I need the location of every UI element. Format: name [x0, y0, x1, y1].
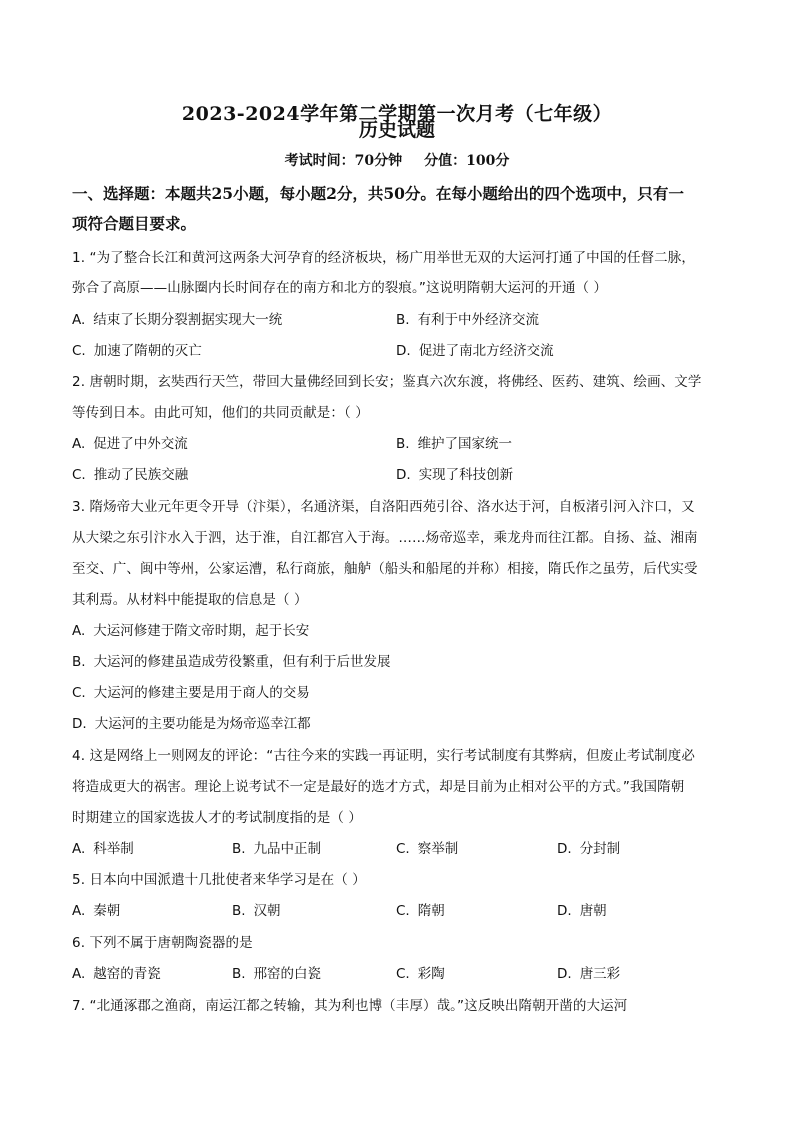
- option-text: 大运河的主要功能是为炀帝巡幸江都: [94, 716, 311, 732]
- option-key: A.: [72, 903, 86, 919]
- question-1-option-d: [396, 339, 554, 359]
- option-text: 察举制: [417, 841, 459, 857]
- option-key: D.: [557, 903, 572, 919]
- option-key: D.: [72, 716, 87, 732]
- question-3-line-2: 从大梁之东引汴水入于泗，达于淮，自江都宫入于海。……炀帝巡幸，乘龙舟而往江都。自扬、益、湘南: [72, 530, 698, 546]
- question-5-option-b: [232, 899, 281, 919]
- question-3-line-3: 至交、广、闽中等州，公家运漕，私行商旅，舳舻（船头和船尾的并称）相接，隋氏作之虽劳，后代实受: [72, 561, 698, 577]
- option-text: 促进了中外交流: [93, 436, 188, 452]
- question-2-line-1: 2. 唐朝时期，玄奘西行天竺，带回大量佛经回到长安；鉴真六次东渡，将佛经、医药、建筑、绘画、文学: [72, 374, 702, 390]
- option-text: 促进了南北方经济交流: [418, 343, 554, 359]
- question-3-option-c: [72, 681, 310, 701]
- option-key: B.: [396, 312, 410, 328]
- question-3-line-1: 3. 隋炀帝大业元年更令开导（汴渠），名通济渠，自洛阳西苑引谷、洛水达于河，自板渚引河入汴口，又: [72, 499, 695, 515]
- option-text: 大运河的修建主要是用于商人的交易: [93, 685, 310, 701]
- option-text: 越窑的青瓷: [93, 966, 161, 982]
- question-5-option-a: [72, 899, 120, 919]
- option-text: 唐朝: [579, 903, 607, 919]
- option-key: C.: [396, 903, 410, 919]
- question-4-line-2: 将造成更大的祸害。理论上说考试不一定是最好的选才方式，却是目前为止相对公平的方式。”我国隋朝: [72, 779, 685, 795]
- question-4-option-c: [396, 837, 458, 857]
- option-key: B.: [232, 841, 246, 857]
- option-key: B.: [232, 903, 246, 919]
- option-key: C.: [396, 841, 410, 857]
- question-4-line-3: 时期建立的国家选拔人才的考试制度指的是（ ）: [72, 810, 362, 826]
- option-text: 大运河修建于隋文帝时期，起于长安: [93, 623, 310, 639]
- question-4-line-1: 4. 这是网络上一则网友的评论：“古往今来的实践一再证明，实行考试制度有其弊病，但废止考试制度必: [72, 748, 695, 764]
- subject-title: 历史试题: [358, 119, 435, 141]
- question-7-line-1: 7. “北通涿郡之渔商，南运江都之转输，其为利也博（丰厚）哉。”这反映出隋朝开凿的大运河: [72, 998, 628, 1014]
- option-text: 分封制: [579, 841, 621, 857]
- option-key: D.: [557, 841, 572, 857]
- option-text: 实现了科技创新: [418, 467, 514, 483]
- option-text: 秦朝: [93, 903, 121, 919]
- question-2-line-2: 等传到日本。由此可知，他们的共同贡献是：（ ）: [72, 405, 369, 421]
- question-1-option-b: [396, 308, 539, 328]
- option-key: C.: [396, 966, 410, 982]
- question-1-option-c: [72, 339, 202, 359]
- question-3-option-a: [72, 619, 309, 639]
- question-2-option-c: [72, 463, 188, 483]
- question-1-line-2: 弥合了高原——山脉圈内长时间存在的南方和北方的裂痕。”这说明隋朝大运河的开通（ ）: [72, 280, 608, 296]
- option-key: B.: [72, 654, 86, 670]
- exam-score: 分值：100分: [424, 153, 510, 169]
- question-4-option-d: [557, 837, 620, 857]
- question-3-option-d: [72, 712, 311, 732]
- option-text: 唐三彩: [579, 966, 621, 982]
- option-key: C.: [72, 685, 86, 701]
- option-text: 邢窑的白瓷: [253, 966, 322, 982]
- option-text: 加速了隋朝的灭亡: [93, 343, 202, 359]
- section-heading-line-1: 一、选择题：本题共25小题，每小题2分，共50分。在每小题给出的四个选项中，只有一: [72, 184, 684, 203]
- option-text: 维护了国家统一: [417, 436, 513, 452]
- option-text: 彩陶: [417, 966, 445, 982]
- question-5-line-1: 5. 日本向中国派遣十几批使者来华学习是在（ ）: [72, 872, 366, 888]
- option-key: A.: [72, 841, 86, 857]
- question-1-line-1: 1. “为了整合长江和黄河这两条大河孕育的经济板块，杨广用举世无双的大运河打通了中国的任督二脉，: [72, 250, 695, 266]
- exam-title: 2023-2024学年第二学期第一次月考（七年级）: [181, 103, 613, 125]
- question-6-option-b: [232, 962, 321, 982]
- question-5-option-c: [396, 899, 445, 919]
- option-key: A.: [72, 436, 86, 452]
- question-6-option-a: [72, 962, 161, 982]
- option-text: 汉朝: [253, 903, 281, 919]
- question-6-option-c: [396, 962, 445, 982]
- question-2-option-b: [396, 432, 512, 452]
- exam-time: 考试时间：70分钟: [284, 153, 403, 169]
- option-key: D.: [557, 966, 572, 982]
- option-key: D.: [396, 343, 411, 359]
- option-key: B.: [396, 436, 410, 452]
- option-text: 隋朝: [417, 903, 445, 919]
- option-text: 结束了长期分裂割据实现大一统: [93, 312, 283, 328]
- section-heading-line-2: 项符合题目要求。: [72, 214, 197, 233]
- question-2-option-a: [72, 432, 188, 452]
- option-key: D.: [396, 467, 411, 483]
- question-3-option-b: [72, 650, 391, 670]
- option-key: C.: [72, 343, 86, 359]
- option-text: 推动了民族交融: [93, 467, 189, 483]
- option-text: 九品中正制: [253, 841, 322, 857]
- question-4-option-a: [72, 837, 134, 857]
- option-key: A.: [72, 623, 86, 639]
- option-key: A.: [72, 312, 86, 328]
- question-3-line-4: 其利焉。从材料中能提取的信息是（ ）: [72, 592, 308, 608]
- question-6-option-d: [557, 962, 620, 982]
- option-key: B.: [232, 966, 246, 982]
- question-2-option-d: [396, 463, 513, 483]
- option-text: 大运河的修建虽造成劳役繁重，但有利于后世发展: [93, 654, 391, 670]
- exam-info: [0, 150, 794, 170]
- option-text: 科举制: [93, 841, 134, 857]
- question-6-line-1: 6. 下列不属于唐朝陶瓷器的是: [72, 935, 253, 951]
- option-key: C.: [72, 467, 86, 483]
- question-5-option-d: [557, 899, 607, 919]
- question-4-option-b: [232, 837, 321, 857]
- option-text: 有利于中外经济交流: [417, 312, 540, 328]
- option-key: A.: [72, 966, 86, 982]
- question-1-option-a: [72, 308, 282, 328]
